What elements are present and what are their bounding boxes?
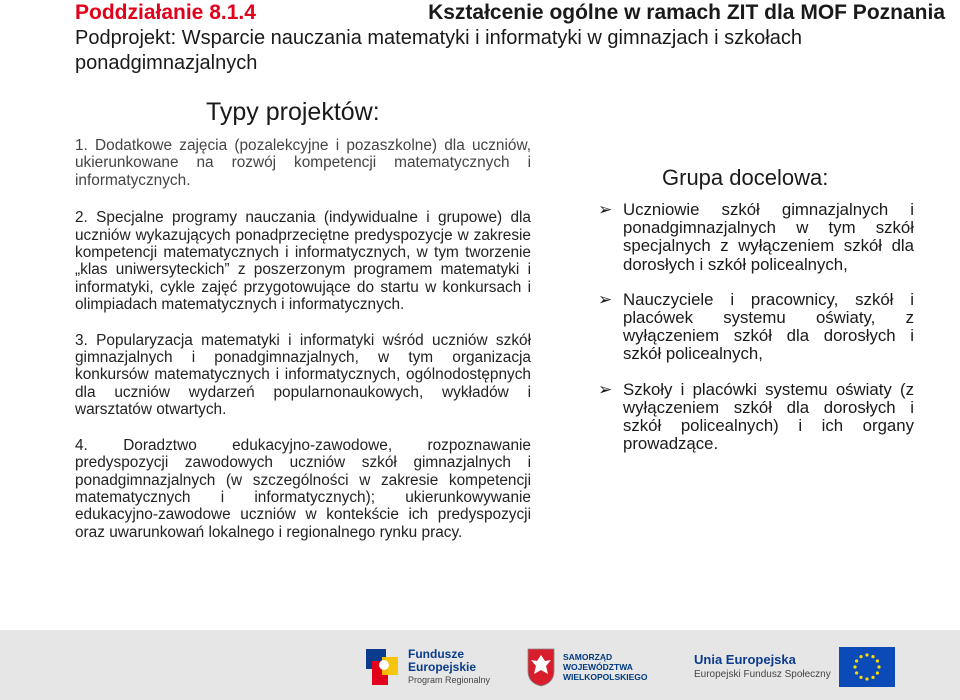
fe-name-line1: Fundusze [408,646,464,661]
arrow-bullet-icon: ➢ [598,289,613,309]
target-group-item [598,381,914,454]
wp-name-line1: SAMORZĄD WOJEWÓDZTWA [563,652,633,672]
project-type-item-4: 4. Doradztwo edukacyjno-zawodowe, rozpoznawanie predyspozycji zawodowych uczniów szkół gimnazjalnych i ponadgimnazjalnych (w szczególności w zakresie kompetencji matematycznych i informatycznych); ukierunkowywanie edukacyjno-zawodowe uczniów w kontekście ich predyspozycji oraz uwarunkowań lokalnego i regionalnego rynku pracy. [75,436,531,541]
eagle-coat-of-arms-icon [526,647,556,687]
action-name: Kształcenie ogólne w ramach ZIT dla MOF Poznania [428,1,945,24]
target-group-text: Szkoły i placówki systemu oświaty (z wyłączeniem szkół dla dorosłych i szkół policealnych) i ich organy prowadzące. [623,379,914,454]
arrow-bullet-icon: ➢ [598,200,613,219]
target-group-list [598,201,914,470]
unia-europejska-logo [694,640,895,694]
eu-flag-icon [839,647,895,687]
fe-name-line2: Europejskie [408,659,477,674]
fundusze-europejskie-logo [362,640,490,694]
target-group-text: Uczniowie szkół gimnazjalnych i ponadgimnazjalnych w tym szkół specjalnych z wyłączeniem szkół dla dorosłych i szkół policealnych, [623,200,914,274]
project-type-item-3: 3. Popularyzacja matematyki i informatyki wśród uczniów szkół gimnazjalnych i ponadgimnazjalnych, w tym organizacja konkursów matematycznych i informatycznych, ogólnodostępnych dla uczniów wydarzeń popularnonaukowych, wykładów i warsztatów otwartych. [75,331,531,419]
wp-name-line2: WIELKOPOLSKIEGO [563,672,648,682]
fe-star-icon [362,645,402,689]
footer-logo-bar [0,630,960,700]
target-group-title: Grupa docelowa: [662,165,829,190]
ue-fund-name: Europejski Fundusz Społeczny [694,669,831,680]
target-group-item [598,291,914,364]
project-types-list [75,137,531,541]
wielkopolska-logo [526,640,663,694]
project-type-item-2: 2. Specjalne programy nauczania (indywidualne i grupowe) dla uczniów wykazujących ponadprzeciętne predyspozycje w zakresie kompetencji matematycznych i informatycznych, w tym tworzenie „klas uniwersyteckich” z poszerzonym programem matematyki i informatyki, cykle zajęć przygotowujące do startu w konkursach i olimpiadach matematycznych i informatycznych. [75,209,531,314]
subproject-line1: Podprojekt: Wsparcie nauczania matematyki i informatyki w gimnazjach i szkołach [75,27,802,49]
arrow-bullet-icon: ➢ [598,379,613,399]
action-number: Poddziałanie 8.1.4 [75,1,256,24]
action-title [75,0,945,26]
fe-program-label: Program Regionalny [408,674,491,685]
target-group-item [598,201,914,274]
ue-name: Unia Europejska [694,652,796,667]
project-type-item-1: 1. Dodatkowe zajęcia (pozalekcyjne i pozaszkolne) dla uczniów, ukierunkowane na rozwój kompetencji matematycznych i informatycznych. [75,137,531,189]
target-group-text: Nauczyciele i pracownicy, szkół i placówek systemu oświaty, z wyłączeniem szkół dla dorosłych i szkół policealnych, [623,289,914,364]
subproject-line2: ponadgimnazjalnych [75,52,258,74]
header [75,0,945,76]
types-title: Typy projektów: [206,98,380,126]
